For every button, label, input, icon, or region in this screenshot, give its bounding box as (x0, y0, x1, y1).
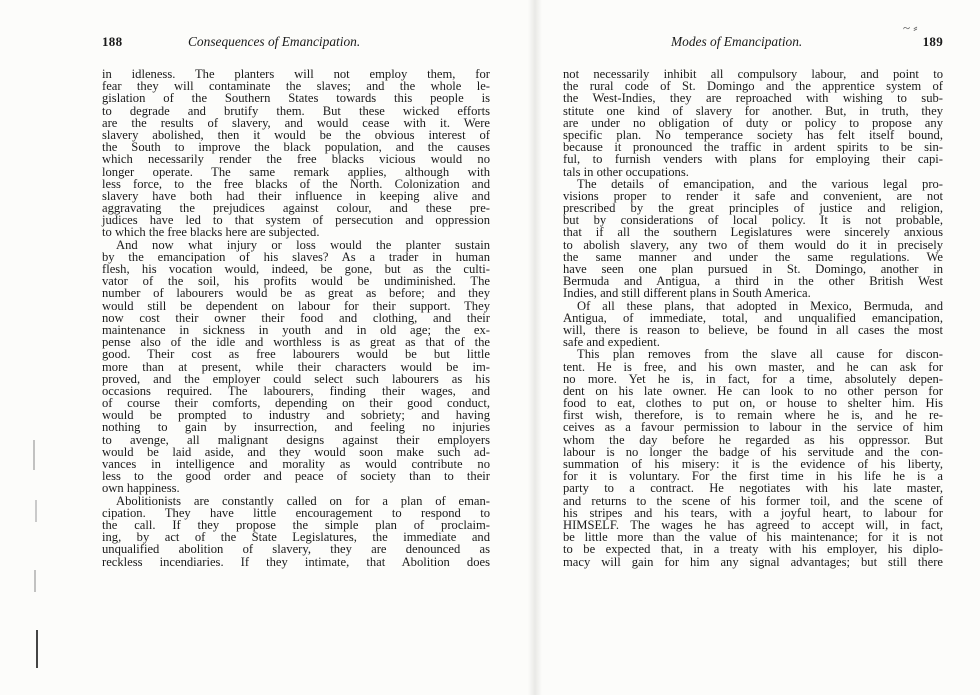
text-line: tent. He is free, and his own master, and he can ask for (563, 359, 943, 374)
margin-marks (28, 430, 50, 670)
text-line: now cost their owner their food and clothing, and their (102, 310, 490, 325)
text-line: less force, to the free blacks of the North. Colonization and (102, 176, 490, 191)
text-line: HIMSELF. The wages he has agreed to accept will, in fact, (563, 517, 943, 532)
text-line: the same manner and under the same regulations. We (563, 249, 943, 264)
left-page (102, 34, 490, 568)
text-line: Bermuda and Antigua, a third in the other British West (563, 274, 943, 289)
text-line: vator of the soil, his profits would be undiminished. The (102, 274, 490, 289)
ink-mark: ~ ⸗ (903, 20, 918, 35)
text-line: for it is voluntary. For the first time in his life he is a (563, 469, 943, 484)
right-page-header (563, 20, 943, 56)
text-line: the rural code of St. Domingo and the apprentice system of (563, 79, 943, 94)
text-line: more than at present, while their characters would be im- (102, 359, 490, 374)
text-line: good. Their cost as free labourers would be but little (102, 347, 490, 362)
text-line: cipation. They have little encouragement to respond to (102, 505, 490, 520)
text-line: to which the free blacks here are subjected. (102, 225, 320, 240)
text-line: the South to improve the black population, and the causes (102, 140, 490, 155)
text-line: the call. If they propose the simple plan of proclaim- (102, 517, 490, 532)
text-line: nothing to gain by insurrection, and feeling no injuries (102, 420, 490, 435)
text-line: number of labourers would be as great as before; and they (102, 286, 490, 301)
text-line: flesh, his vocation would, indeed, be gone, but as the culti- (102, 262, 490, 276)
text-line: safe and expedient. (563, 335, 660, 350)
text-line: are the results of slavery, and would cease with it. Were (102, 115, 490, 130)
text-line: summation of his misery: it is the evidence of his liberty, (563, 457, 943, 471)
text-line: own happiness. (102, 481, 180, 496)
text-line: party to a contract. He negotiates with his late master, (563, 481, 943, 496)
text-line: visions proper to render it safe and convenient, are not (563, 188, 943, 203)
text-line: slavery have both had their influence in keeping alive and (102, 188, 490, 203)
text-line: his stripes and his tears, with a joyful heart, to labour for (563, 505, 943, 520)
text-line: no more. Yet he is, in fact, for a time, absolutely depen- (563, 371, 943, 386)
text-line: proved, and the employer could select such labourers as his (102, 371, 490, 386)
right-page (563, 20, 943, 569)
text-line: gislation of the Southern States towards this people is (102, 91, 490, 106)
text-line: food to eat, clothes to put on, or house to shelter him. His (563, 396, 943, 411)
text-line: to degrade and brutify them. But these wicked efforts (102, 103, 490, 118)
text-line: ing, by act of the State Legislatures, the immediate and (102, 530, 490, 545)
text-line: slavery abolished, then it would be the obvious interest of (102, 127, 490, 142)
text-line: ceives as a favour permission to labour in the service of him (563, 420, 943, 435)
text-line: And now what injury or loss would the planter sustain (116, 237, 490, 252)
left-page-header (102, 34, 490, 56)
text-line: that if all the southern Legislatures were sincerely anxious (563, 225, 943, 240)
text-line: tals in other occupations. (563, 164, 689, 179)
text-line: vances in intelligence and morality as would contribute no (102, 457, 490, 471)
left-page-text (102, 68, 490, 568)
right-page-number: 189 (922, 34, 943, 49)
text-line: reckless incendiaries. If they intimate, that Abolition does (102, 554, 490, 569)
text-line: maintenance in sickness in youth and in old age; the ex- (102, 322, 490, 337)
text-line: to abolish slavery, any two of them would do it in precisely (563, 237, 943, 252)
book-gutter (528, 0, 542, 695)
text-line: have seen one plan pursued in St. Domingo, another in (563, 262, 943, 276)
right-running-title: Modes of Emancipation. (671, 34, 803, 49)
text-line: occasions required. The labourers, finding their wages, and (102, 383, 490, 398)
text-line: by the emancipation of his slaves? As a trader in human (102, 249, 490, 264)
text-line: and returns to the scene of his former toil, and the scene of (563, 493, 943, 508)
text-line: pense also of the idle and worthless is as great as that of the (102, 335, 490, 350)
text-line: specific plan. No temperance society has felt itself bound, (563, 127, 943, 142)
text-line: ful, to furnish venders with plans for employing their capi- (563, 152, 943, 167)
left-running-title: Consequences of Emancipation. (188, 34, 361, 49)
text-line: would be prompted to industry and sobriety; and having (102, 408, 490, 423)
text-line: the West-Indies, they are reproached with wishing to sub- (563, 91, 943, 106)
text-line: judices have led to that system of persecution and oppression (102, 213, 490, 228)
text-line: unqualified abolition of slavery, they are denounced as (102, 542, 490, 557)
text-line: would still be dependent on labour for their support. They (102, 298, 490, 313)
text-line: fear they will contaminate the slaves; and the whole le- (102, 79, 490, 94)
text-line: which necessarily render the free blacks vicious would no (102, 152, 490, 167)
text-line: The details of emancipation, and the various legal pro- (577, 176, 943, 191)
text-line: because it pronounced the traffic in ardent spirits to be sin- (563, 140, 943, 155)
text-line: Abolitionists are constantly called on for a plan of eman- (116, 493, 490, 508)
text-line: but by considerations of local policy. It is not probable, (563, 213, 943, 228)
text-line: Indies, and still different plans in South America. (563, 286, 811, 301)
text-line: be little more than the value of his maintenance; for it is not (563, 530, 943, 545)
text-line: Antigua, of immediate, total, and unqualified emancipation, (563, 310, 943, 325)
text-line: would be laid aside, and they would soon make such ad- (102, 444, 490, 459)
text-line: to avenge, all malignant designs against their employers (102, 432, 490, 447)
text-line: are under no obligation of duty or policy to propose any (563, 115, 943, 130)
text-line: in idleness. The planters will not employ them, for (102, 67, 490, 81)
text-line: will, there is reason to believe, be found in all cases the most (563, 322, 943, 337)
text-line: aggravating the prejudices against colour, and these pre- (102, 201, 490, 216)
text-line: prescribed by the great principles of justice and religion, (563, 201, 943, 216)
text-line: not necessarily inhibit all compulsory labour, and point to (563, 67, 943, 81)
text-line: less to the good order and peace of society than to their (102, 469, 490, 484)
text-line: longer operate. The same remark applies, although with (102, 164, 490, 179)
text-line: whom the day before he regarded as his oppressor. But (563, 432, 943, 447)
text-line: first wish, therefore, is to remain where he is, and he re- (563, 408, 943, 423)
text-line: labour is no longer the badge of his servitude and the con- (563, 444, 943, 459)
text-line: This plan removes from the slave all cause for discon- (577, 347, 943, 362)
text-line: macy will gain for him any signal advantages; but still there (563, 554, 943, 569)
left-page-number: 188 (102, 34, 123, 49)
text-line: stitute one kind of slavery for another. But, in truth, they (563, 103, 943, 118)
text-line: Of all these plans, that adopted in Mexico, Bermuda, and (577, 298, 943, 313)
text-line: of course their comforts, depending on their good conduct, (102, 396, 490, 411)
text-line: to be expected that, in a treaty with his employer, his diplo- (563, 542, 943, 557)
text-line: dent on his late owner. He can look to no other person for (563, 383, 943, 398)
right-page-text (563, 68, 943, 568)
